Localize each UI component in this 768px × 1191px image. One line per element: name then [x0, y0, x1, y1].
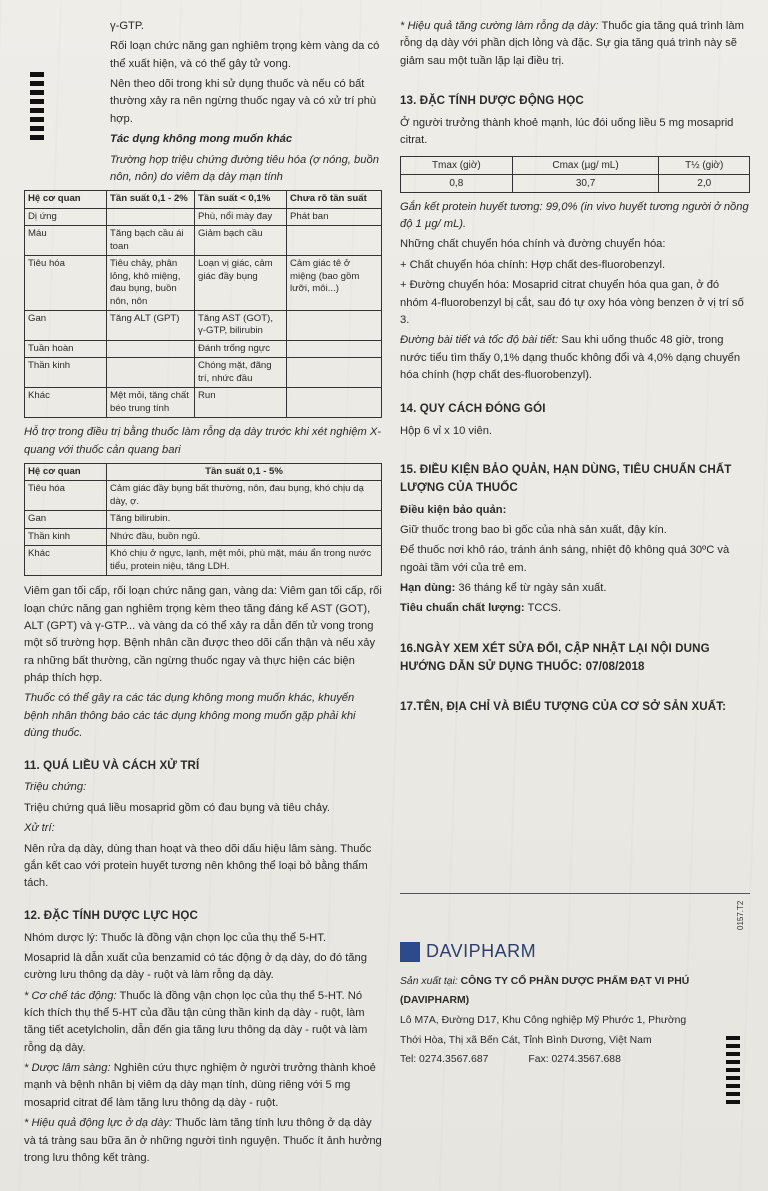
fax: Fax: 0274.3567.688 [528, 1054, 621, 1066]
table-row [25, 481, 382, 511]
gastric-motility-label: * Hiệu quả động lực ở dạ dày: [24, 1117, 173, 1130]
revision-date: 07/08/2018 [582, 659, 645, 673]
contact-line [400, 1052, 750, 1069]
treatment-text: Nên rửa dạ dày, dùng than hoạt và theo dõi dấu hiệu lâm sàng. Thuốc gắn kết cao với protein huyết tương nên không thể loại bỏ bằng thẩm tách. [24, 842, 372, 890]
table-cell: Tiêu hóa [25, 481, 107, 511]
table-cell: 0,8 [401, 174, 513, 192]
table-header: Tmax (giờ) [401, 156, 513, 174]
table-cell: Tăng bilirubin. [107, 511, 382, 528]
unwanted-intro: Trường hợp triệu chứng đường tiêu hóa (ợ nóng, buồn nôn, nôn) do viêm dạ dày mạn tính [110, 153, 379, 183]
table-cell: Tăng ALT (GPT) [107, 310, 195, 340]
table-cell [287, 340, 382, 357]
table-cell: Thần kinh [25, 528, 107, 545]
table-row [25, 511, 382, 528]
protein-binding: Gắn kết protein huyết tương: 99,0% (in vivo huyết tương người ở nồng độ 1 µg/ mL). [400, 200, 749, 231]
table-cell [287, 358, 382, 388]
table-cell [107, 358, 195, 388]
symptoms-label: Triệu chứng: [24, 781, 87, 794]
table-cell: 30,7 [512, 174, 659, 192]
top-line: Rối loạn chức năng gan nghiêm trọng kèm vàng da có thể xuất hiện, và có thể gây tử vong. [110, 40, 380, 70]
table-header: Chưa rõ tần suất [287, 191, 382, 208]
expiry-paragraph [400, 580, 750, 597]
table-cell: Máu [25, 226, 107, 256]
table-header: Hệ cơ quan [25, 191, 107, 208]
table-cell: Run [195, 388, 287, 418]
table-cell: Tiêu hóa [25, 256, 107, 311]
table-cell: Khó chịu ở ngực, lạnh, mệt mỏi, phù mặt, máu ẩn trong nước tiểu, protein niệu, tăng LDH. [107, 546, 382, 576]
table-header: T½ (giờ) [659, 156, 750, 174]
unwanted-heading: Tác dụng không mong muốn khác [110, 133, 293, 146]
table-cell: Gan [25, 310, 107, 340]
table-cell: Chóng mặt, đãng trí, nhức đầu [195, 358, 287, 388]
side-effects-table [24, 190, 382, 418]
table-row [25, 358, 382, 388]
clinical-paragraph [24, 1060, 382, 1112]
section-16-label: 16.NGÀY XEM XÉT SỬA ĐỔI, CẬP NHẬT LẠI NỘI DUNG HƯỚNG DẪN SỬ DỤNG THUỐC: [400, 641, 710, 673]
table-cell [287, 388, 382, 418]
symptoms-text: Triệu chứng quá liều mosaprid gồm có đau bụng và tiêu chảy. [24, 801, 330, 814]
packaging-text: Hộp 6 vỉ x 10 viên. [400, 425, 493, 438]
top-line: γ-GTP. [110, 20, 144, 32]
table-cell: Mệt mỏi, tăng chất béo trung tính [107, 388, 195, 418]
table-header: Tần suất 0,1 - 5% [107, 463, 382, 480]
section-13-title: 13. ĐẶC TÍNH DƯỢC ĐỘNG HỌC [400, 94, 584, 108]
quality-label: Tiêu chuẩn chất lượng: [400, 602, 525, 615]
manufacturer-block [400, 974, 750, 1069]
table-cell [287, 310, 382, 340]
pk-intro: Ở người trưởng thành khoẻ mạnh, lúc đói uống liều 5 mg mosaprid citrat. [400, 117, 734, 147]
top-line: Nên theo dõi trong khi sử dụng thuốc và nếu có bất thường xảy ra nên ngừng thuốc ngay và có xử trí phù hợp. [110, 78, 377, 125]
gastric-emptying-text: Thuốc gia tăng quá trình làm rỗng dạ dày với phần dịch lỏng và đặc. Sự gia tăng quá trình này sẽ giảm sau một tuần lặp lại điều trị. [400, 20, 744, 67]
table-row [25, 310, 382, 340]
manufacturer-line [400, 974, 750, 991]
manufacturer-short: (DAVIPHARM) [400, 995, 470, 1007]
table-cell: Tuần hoàn [25, 340, 107, 357]
table-cell: Nhức đầu, buồn ngủ. [107, 528, 382, 545]
section-15-title: 15. ĐIỀU KIỆN BẢO QUẢN, HẠN DÙNG, TIÊU CHUẨN CHẤT LƯỢNG CỦA THUỐC [400, 462, 732, 494]
table-cell: Khác [25, 546, 107, 576]
table-header-row [25, 463, 382, 480]
table-header: Cmax (µg/ mL) [512, 156, 659, 174]
excretion-text: Sau khi uống thuốc 48 giờ, trong nước tiểu tìm thấy 0,1% dạng thuốc không đổi và 4,0% dạng chuyển hóa chính (hợp chất des-fluorobenzyl). [400, 334, 741, 381]
manufacturer-label: Sản xuất tại: [400, 975, 458, 987]
section-16-title [400, 640, 750, 676]
quality-text: TCCS. [524, 602, 562, 615]
table-cell: Gan [25, 511, 107, 528]
table-row [25, 388, 382, 418]
gastric-motility-text: Thuốc làm tăng tính lưu thông ở dạ dày và tá tràng sau bữa ăn ở những người tình nguyện. Thuốc ít ảnh hưởng trong lưu thông kết tràng. [24, 1117, 382, 1164]
top-text-block [24, 18, 382, 186]
table-header-row [401, 156, 750, 174]
logo-text: DAVIPHARM [426, 940, 537, 961]
manufacturer-name: CÔNG TY CỔ PHẦN DƯỢC PHẨM ĐẠT VI PHÚ [457, 975, 690, 987]
quality-paragraph [400, 600, 750, 617]
table-header: Tần suất 0,1 - 2% [107, 191, 195, 208]
table-cell: Khác [25, 388, 107, 418]
table-cell [287, 226, 382, 256]
xray-side-effects-table [24, 463, 382, 576]
excretion-paragraph [400, 332, 750, 384]
metabolites-intro: Những chất chuyển hóa chính và đường chuyển hóa: [400, 238, 666, 251]
gastric-emptying-paragraph [400, 18, 750, 70]
blank-space [400, 894, 750, 938]
table-cell: 2,0 [659, 174, 750, 192]
xray-intro: Hỗ trợ trong điều trị bằng thuốc làm rỗng dạ dày trước khi xét nghiệm X-quang với thuốc cản quang bari [24, 426, 382, 456]
left-column [24, 18, 382, 1170]
table-cell: Dị ứng [25, 208, 107, 225]
table-row [25, 256, 382, 311]
davipharm-logo-icon [400, 942, 420, 962]
address-line: Lô M7A, Đường D17, Khu Công nghiệp Mỹ Phước 1, Phường [400, 1014, 687, 1026]
mechanism-paragraph [24, 988, 382, 1057]
pharmacology-group: Nhóm dược lý: Thuốc là đồng vận chọn lọc của thụ thể 5-HT. [24, 931, 326, 944]
clinical-label: * Dược lâm sàng: [24, 1062, 111, 1075]
gastric-motility-paragraph [24, 1115, 382, 1167]
mechanism-text: Thuốc là đồng vận chọn lọc của thụ thể 5-HT. Nó kích thích thụ thể 5-HT của đầu tận cùng thần kinh dạ dày - ruột, làm tăng tiết acetylcholin, dẫn đến gia tăng lưu thông dạ dày - ruột và làm rỗng dạ dày. [24, 989, 368, 1054]
table-header-row [25, 191, 382, 208]
storage-label: Điều kiện bảo quản: [400, 503, 507, 516]
table-header: Tần suất < 0,1% [195, 191, 287, 208]
table-cell: Loạn vị giác, cảm giác đầy bụng [195, 256, 287, 311]
pk-table [400, 156, 750, 193]
davipharm-logo [400, 938, 750, 966]
address-line: Thới Hòa, Thị xã Bến Cát, Tỉnh Bình Dương, Việt Nam [400, 1034, 652, 1046]
mechanism-label: * Cơ chế tác động: [24, 989, 117, 1002]
table-row [25, 226, 382, 256]
table-cell: Cảm giác tê ở miệng (bao gồm lưỡi, môi...) [287, 256, 382, 311]
telephone: Tel: 0274.3567.687 [400, 1054, 489, 1066]
storage-text: Giữ thuốc trong bao bì gốc của nhà sản xuất, đậy kín. [400, 523, 667, 536]
table-header: Hệ cơ quan [25, 463, 107, 480]
section-14-title: 14. QUY CÁCH ĐÓNG GÓI [400, 402, 546, 416]
metabolite-main: + Chất chuyển hóa chính: Hợp chất des-fluorobenzyl. [400, 258, 666, 271]
expiry-text: 36 tháng kể từ ngày sản xuất. [455, 582, 607, 595]
treatment-label: Xử trí: [24, 822, 55, 835]
table-row [25, 546, 382, 576]
mosaprid-description: Mosaprid là dẫn xuất của benzamid có tác động ở dạ dày, do đó tăng cường lưu thông dạ dày - ruột và làm rỗng dạ dày. [24, 951, 367, 982]
table-cell: Thần kinh [25, 358, 107, 388]
storage-text: Để thuốc nơi khô ráo, tránh ánh sáng, nhiệt độ không quá 30ºC và ngoài tầm với của trẻ em. [400, 544, 730, 574]
gastric-emptying-label: * Hiệu quả tăng cường làm rỗng dạ dày: [400, 20, 599, 32]
excretion-label: Đường bài tiết và tốc độ bài tiết: [400, 334, 559, 347]
table-cell: Tiêu chảy, phân lỏng, khô miệng, đau bụng, buồn nôn, nôn [107, 256, 195, 311]
expiry-label: Hạn dùng: [400, 582, 456, 595]
table-row [25, 208, 382, 225]
table-cell: Tăng AST (GOT), γ-GTP, bilirubin [195, 310, 287, 340]
table-cell [107, 208, 195, 225]
metabolic-pathway: + Đường chuyển hóa: Mosaprid citrat chuyển hóa qua gan, ở đó nhóm 4-fluorobenzyl bị cắt, sau đó tự oxy hóa vòng benzen ở vị trí số 3. [400, 279, 744, 326]
clinical-text: Nghiên cứu thực nghiệm ở người trưởng thành khoẻ mạnh và bệnh nhân bị viêm dạ dày mạn tính, dùng riêng với 5 mg mosaprid citrat để làm tăng lưu thông dạ dày - ruột. [24, 1062, 376, 1109]
table-row [25, 340, 382, 357]
table-cell: Đánh trống ngực [195, 340, 287, 357]
table-cell: Phát ban [287, 208, 382, 225]
table-row [401, 174, 750, 192]
liver-paragraph: Viêm gan tối cấp, rối loạn chức năng gan, vàng da: Viêm gan tối cấp, rối loạn chức năng gan nghiêm trọng kèm theo tăng đáng kể AST (GOT), ALT (GPT) và γ-GTP... và vàng da có thể xảy ra dẫn đến tử vong trong một số trường hợp. Bệnh nhân cần được theo dõi cẩn thận và nếu xảy ra những bất thường, cần ngừng thuốc ngay và thực hiện các biện pháp thích hợp. [24, 585, 382, 685]
right-column [400, 18, 750, 1072]
table-cell: Phù, nổi mày đay [195, 208, 287, 225]
table-cell [107, 340, 195, 357]
section-17-title: 17.TÊN, ĐỊA CHỈ VÀ BIỂU TƯỢNG CỦA CƠ SỞ SẢN XUẤT: [400, 699, 727, 713]
section-12-title: 12. ĐẶC TÍNH DƯỢC LỰC HỌC [24, 908, 198, 922]
liver-note: Thuốc có thể gây ra các tác dụng không mong muốn khác, khuyến bệnh nhân thông báo các tác dụng không mong muốn gặp phải khi dùng thuốc. [24, 692, 356, 740]
table-cell: Tăng bạch cầu ái toan [107, 226, 195, 256]
document-code: 0157.T2 [736, 900, 745, 930]
table-cell: Giảm bạch cầu [195, 226, 287, 256]
section-11-title: 11. QUÁ LIỀU VÀ CÁCH XỬ TRÍ [24, 758, 200, 772]
table-cell: Cảm giác đầy bụng bất thường, nôn, đau bụng, khó chịu dạ dày, ợ. [107, 481, 382, 511]
blank-space [400, 721, 750, 893]
table-row [25, 528, 382, 545]
